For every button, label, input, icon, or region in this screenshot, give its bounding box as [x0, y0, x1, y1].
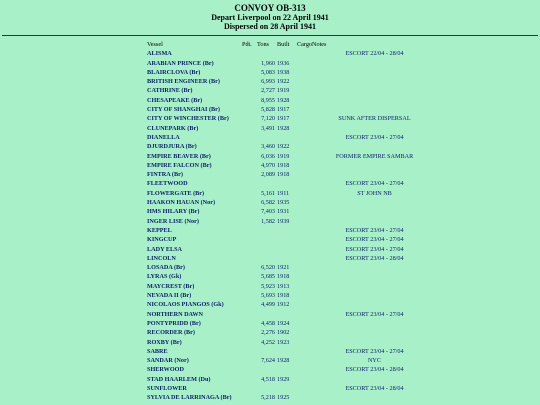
vessel-cell: CITY OF WINCHESTER (Br) — [147, 115, 229, 123]
built-cell: 1924 — [277, 319, 290, 327]
notes-cell — [312, 59, 437, 68]
tons-cell: 8,955 — [261, 96, 275, 104]
cargo-cell — [297, 152, 312, 161]
pdt-cell — [242, 338, 257, 347]
table-row — [147, 393, 437, 402]
pdt-cell — [242, 152, 257, 161]
table-row — [147, 365, 437, 374]
tons-cell — [257, 347, 277, 356]
cargo-cell — [297, 300, 312, 309]
tons-cell: 5,693 — [261, 292, 275, 300]
vessel-cell: NORTHERN DAWN — [147, 310, 203, 318]
pdt-cell — [242, 189, 257, 198]
cargo-cell — [297, 393, 312, 402]
table-row — [147, 338, 437, 347]
built-cell — [277, 384, 297, 393]
cargo-cell — [297, 179, 312, 188]
notes-cell — [312, 272, 437, 281]
table-row — [147, 300, 437, 309]
vessel-cell: INGER LISE (Nor) — [147, 217, 199, 225]
col-vessel: Vessel — [147, 41, 163, 48]
col-notes: Notes — [312, 41, 327, 48]
table-row — [147, 207, 437, 216]
vessel-cell: LINCOLN — [147, 254, 176, 262]
pdt-cell — [242, 347, 257, 356]
tons-cell: 5,083 — [261, 68, 275, 76]
notes-cell — [312, 375, 437, 384]
built-cell: 1931 — [277, 208, 290, 216]
pdt-cell — [242, 59, 257, 68]
notes-cell: FORMER EMPIRE SAMBAR — [335, 152, 414, 160]
convoy-title: CONVOY OB-313 — [234, 3, 306, 13]
built-cell: 1923 — [277, 338, 290, 346]
tons-cell: 6,582 — [261, 199, 275, 207]
pdt-cell — [242, 310, 257, 319]
pdt-cell — [242, 300, 257, 309]
vessel-cell: EMPIRE FALCON (Br) — [147, 161, 212, 169]
table-row — [147, 133, 437, 142]
cargo-cell — [297, 365, 312, 374]
tons-cell: 5,828 — [261, 106, 275, 114]
cargo-cell — [297, 272, 312, 281]
tons-cell — [257, 245, 277, 254]
vessel-cell: ARABIAN PRINCE (Br) — [147, 59, 214, 67]
built-cell — [277, 245, 297, 254]
vessel-cell: ALISMA — [147, 50, 172, 58]
built-cell — [277, 179, 297, 188]
vessel-cell: MAYCREST (Br) — [147, 282, 195, 290]
pdt-cell — [242, 375, 257, 384]
built-cell: 1925 — [277, 394, 290, 402]
built-cell: 1935 — [277, 199, 290, 207]
pdt-cell — [242, 282, 257, 291]
built-cell — [277, 235, 297, 244]
table-row — [147, 189, 437, 198]
cargo-cell — [297, 133, 312, 142]
built-cell — [277, 310, 297, 319]
tons-cell: 6,036 — [261, 152, 275, 160]
notes-cell — [312, 319, 437, 328]
pdt-cell — [242, 245, 257, 254]
tons-cell: 1,582 — [261, 217, 275, 225]
vessel-cell: SYLVIA DE LARRINAGA (Br) — [147, 394, 232, 402]
table-row — [147, 291, 437, 300]
tons-cell: 4,970 — [261, 161, 275, 169]
vessel-cell: FLOWERGATE (Br) — [147, 189, 205, 197]
table-row — [147, 142, 437, 151]
pdt-cell — [242, 291, 257, 300]
cargo-cell — [297, 189, 312, 198]
pdt-cell — [242, 68, 257, 77]
pdt-cell — [242, 96, 257, 105]
tons-cell: 4,518 — [261, 375, 275, 383]
notes-cell — [312, 77, 437, 86]
table-row — [147, 170, 437, 179]
vessel-cell: FLEETWOOD — [147, 180, 188, 188]
built-cell: 1902 — [277, 329, 290, 337]
notes-cell — [312, 68, 437, 77]
vessel-cell: LADY ELSA — [147, 245, 183, 253]
pdt-cell — [242, 263, 257, 272]
table-row — [147, 59, 437, 68]
cargo-cell — [297, 124, 312, 133]
cargo-cell — [297, 161, 312, 170]
tons-cell — [257, 365, 277, 374]
notes-cell: NYC — [367, 357, 382, 365]
built-cell — [277, 365, 297, 374]
cargo-cell — [297, 68, 312, 77]
notes-cell: ESCORT 23/04 - 27/04 — [345, 245, 404, 253]
pdt-cell — [242, 49, 257, 58]
vessel-cell: BRITISH ENGINEER (Br) — [147, 78, 220, 86]
built-cell: 1928 — [277, 357, 290, 365]
tons-cell — [257, 254, 277, 263]
vessel-cell: CLUNEPARK (Br) — [147, 124, 199, 132]
tons-cell — [257, 235, 277, 244]
tons-cell: 4,499 — [261, 301, 275, 309]
tons-cell: 6,993 — [261, 78, 275, 86]
built-cell: 1918 — [277, 273, 290, 281]
col-tons: Tons — [257, 41, 269, 48]
vessel-cell: LYRAS (Gk) — [147, 273, 182, 281]
pdt-cell — [242, 207, 257, 216]
notes-cell: ESCORT 23/04 - 28/04 — [345, 254, 404, 262]
vessel-cell: FINTRA (Br) — [147, 171, 183, 179]
built-cell: 1917 — [277, 115, 290, 123]
vessel-cell: EMPIRE BEAVER (Br) — [147, 152, 211, 160]
notes-cell — [312, 86, 437, 95]
cargo-cell — [297, 319, 312, 328]
cargo-cell — [297, 263, 312, 272]
vessel-cell: SABRE — [147, 347, 168, 355]
notes-cell — [312, 300, 437, 309]
built-cell: 1917 — [277, 106, 290, 114]
col-built: Built — [277, 41, 290, 48]
pdt-cell — [242, 114, 257, 123]
table-row — [147, 77, 437, 86]
built-cell: 1939 — [277, 217, 290, 225]
table-row — [147, 198, 437, 207]
cargo-cell — [297, 347, 312, 356]
cargo-cell — [297, 310, 312, 319]
tons-cell — [257, 133, 277, 142]
notes-cell — [312, 328, 437, 337]
vessel-cell: KINGCUP — [147, 236, 177, 244]
vessel-cell: DIANELLA — [147, 133, 180, 141]
pdt-cell — [242, 328, 257, 337]
vessel-cell: KEPPEL — [147, 226, 172, 234]
cargo-cell — [297, 328, 312, 337]
built-cell: 1911 — [277, 189, 290, 197]
notes-cell — [312, 124, 437, 133]
notes-cell: ESCORT 23/04 - 28/04 — [345, 384, 404, 392]
table-row — [147, 152, 437, 161]
vessel-cell: CHESAPEAKE (Br) — [147, 96, 203, 104]
notes-cell — [312, 393, 437, 402]
pdt-cell — [242, 124, 257, 133]
built-cell — [277, 133, 297, 142]
table-row — [147, 263, 437, 272]
notes-cell: ESCORT 23/04 - 27/04 — [345, 310, 404, 318]
col-pdt: Pdt. — [242, 41, 252, 48]
pdt-cell — [242, 161, 257, 170]
notes-cell — [312, 96, 437, 105]
vessel-cell: SUNFLOWER — [147, 384, 187, 392]
built-cell: 1929 — [277, 375, 290, 383]
tons-cell — [257, 384, 277, 393]
cargo-cell — [297, 170, 312, 179]
notes-cell: ESCORT 23/04 - 27/04 — [345, 347, 404, 355]
notes-cell — [312, 161, 437, 170]
built-cell: 1921 — [277, 264, 290, 272]
built-cell: 1918 — [277, 171, 290, 179]
pdt-cell — [242, 179, 257, 188]
tons-cell: 2,727 — [261, 87, 275, 95]
table-row — [147, 217, 437, 226]
built-cell: 1919 — [277, 87, 290, 95]
notes-cell — [312, 170, 437, 179]
built-cell — [277, 49, 297, 58]
table-row — [147, 310, 437, 319]
pdt-cell — [242, 235, 257, 244]
tons-cell: 2,089 — [261, 171, 275, 179]
built-cell: 1918 — [277, 161, 290, 169]
cargo-cell — [297, 114, 312, 123]
table-header-row — [147, 40, 437, 49]
pdt-cell — [242, 142, 257, 151]
table-row — [147, 356, 437, 365]
dispersed-line: Dispersed on 28 April 1941 — [223, 22, 316, 31]
pdt-cell — [242, 319, 257, 328]
vessel-cell: PONTYPRIDD (Br) — [147, 319, 201, 327]
built-cell — [277, 254, 297, 263]
built-cell: 1912 — [277, 301, 290, 309]
vessel-cell: ROXBY (Br) — [147, 338, 182, 346]
table-row — [147, 384, 437, 393]
vessel-cell: RECORDER (Br) — [147, 329, 195, 337]
vessel-cell: SANDAR (Nor) — [147, 357, 189, 365]
cargo-cell — [297, 142, 312, 151]
table-row — [147, 226, 437, 235]
vessel-cell: LOSADA (Br) — [147, 264, 185, 272]
built-cell — [277, 226, 297, 235]
table-row — [147, 179, 437, 188]
table-row — [147, 105, 437, 114]
notes-cell — [312, 282, 437, 291]
tons-cell: 4,458 — [261, 319, 275, 327]
notes-cell — [312, 142, 437, 151]
cargo-cell — [297, 338, 312, 347]
cargo-cell — [297, 49, 312, 58]
pdt-cell — [242, 133, 257, 142]
tons-cell: 5,923 — [261, 282, 275, 290]
cargo-cell — [297, 254, 312, 263]
pdt-cell — [242, 86, 257, 95]
tons-cell: 7,624 — [261, 357, 275, 365]
pdt-cell — [242, 356, 257, 365]
tons-cell: 4,252 — [261, 338, 275, 346]
built-cell: 1928 — [277, 124, 290, 132]
table-row — [147, 254, 437, 263]
built-cell — [277, 347, 297, 356]
notes-cell — [312, 217, 437, 226]
depart-line: Depart Liverpool on 22 April 1941 — [211, 13, 329, 22]
tons-cell: 2,276 — [261, 329, 275, 337]
cargo-cell — [297, 226, 312, 235]
table-row — [147, 49, 437, 58]
cargo-cell — [297, 105, 312, 114]
notes-cell: ST JOHN NB — [357, 189, 392, 197]
vessel-cell: CATHRINE (Br) — [147, 87, 193, 95]
built-cell: 1938 — [277, 68, 290, 76]
notes-cell — [312, 207, 437, 216]
notes-cell: ESCORT 23/04 - 28/04 — [345, 366, 404, 374]
table-row — [147, 124, 437, 133]
tons-cell — [257, 310, 277, 319]
vessel-cell: NICOLAOS PIANGOS (Gk) — [147, 301, 224, 309]
built-cell: 1922 — [277, 143, 290, 151]
pdt-cell — [242, 365, 257, 374]
table-row — [147, 272, 437, 281]
notes-cell: ESCORT 23/04 - 27/04 — [345, 236, 404, 244]
built-cell: 1913 — [277, 282, 290, 290]
built-cell: 1919 — [277, 152, 290, 160]
header-divider — [2, 35, 538, 36]
vessel-cell: HMS HILARY (Br) — [147, 208, 200, 216]
pdt-cell — [242, 254, 257, 263]
table-row — [147, 319, 437, 328]
pdt-cell — [242, 198, 257, 207]
cargo-cell — [297, 86, 312, 95]
pdt-cell — [242, 105, 257, 114]
notes-cell: SUNK AFTER DISPERSAL — [338, 115, 411, 123]
cargo-cell — [297, 356, 312, 365]
cargo-cell — [297, 96, 312, 105]
table-row — [147, 86, 437, 95]
vessel-cell: STAD HAARLEM (Du) — [147, 375, 211, 383]
table-row — [147, 245, 437, 254]
cargo-cell — [297, 207, 312, 216]
table-row — [147, 375, 437, 384]
tons-cell: 5,685 — [261, 273, 275, 281]
vessel-cell: SHERWOOD — [147, 366, 184, 374]
built-cell: 1918 — [277, 292, 290, 300]
cargo-cell — [297, 217, 312, 226]
notes-cell: ESCORT 23/04 - 27/04 — [345, 133, 404, 141]
tons-cell: 3,491 — [261, 124, 275, 132]
pdt-cell — [242, 272, 257, 281]
notes-cell: ESCORT 22/04 - 28/04 — [345, 50, 404, 58]
notes-cell: ESCORT 23/04 - 27/04 — [345, 180, 404, 188]
built-cell: 1936 — [277, 59, 290, 67]
cargo-cell — [297, 245, 312, 254]
pdt-cell — [242, 217, 257, 226]
pdt-cell — [242, 77, 257, 86]
convoy-table — [147, 40, 437, 403]
table-row — [147, 347, 437, 356]
table-row — [147, 161, 437, 170]
table-row — [147, 96, 437, 105]
tons-cell: 5,161 — [261, 189, 275, 197]
vessel-cell: DJURDJURA (Br) — [147, 143, 197, 151]
convoy-header — [0, 0, 540, 31]
notes-cell: ESCORT 23/04 - 27/04 — [345, 226, 404, 234]
cargo-cell — [297, 384, 312, 393]
tons-cell — [257, 49, 277, 58]
vessel-cell: BLAIRCLOVA (Br) — [147, 68, 201, 76]
tons-cell: 7,403 — [261, 208, 275, 216]
vessel-cell: CITY OF SHANGHAI (Br) — [147, 106, 220, 114]
tons-cell: 1,960 — [261, 59, 275, 67]
cargo-cell — [297, 198, 312, 207]
tons-cell — [257, 226, 277, 235]
cargo-cell — [297, 235, 312, 244]
pdt-cell — [242, 384, 257, 393]
table-row — [147, 235, 437, 244]
built-cell: 1928 — [277, 96, 290, 104]
vessel-cell: NEVADA II (Br) — [147, 292, 192, 300]
pdt-cell — [242, 393, 257, 402]
cargo-cell — [297, 291, 312, 300]
tons-cell: 3,460 — [261, 143, 275, 151]
table-row — [147, 282, 437, 291]
notes-cell — [312, 338, 437, 347]
built-cell: 1922 — [277, 78, 290, 86]
pdt-cell — [242, 170, 257, 179]
vessel-cell: HAAKON HAUAN (Nor) — [147, 199, 216, 207]
table-row — [147, 68, 437, 77]
cargo-cell — [297, 59, 312, 68]
table-row — [147, 114, 437, 123]
notes-cell — [312, 198, 437, 207]
pdt-cell — [242, 226, 257, 235]
notes-cell — [312, 105, 437, 114]
cargo-cell — [297, 375, 312, 384]
tons-cell — [257, 179, 277, 188]
tons-cell: 5,218 — [261, 394, 275, 402]
table-row — [147, 328, 437, 337]
notes-cell — [312, 291, 437, 300]
col-cargo: Cargo — [297, 41, 313, 48]
tons-cell: 7,120 — [261, 115, 275, 123]
cargo-cell — [297, 77, 312, 86]
tons-cell: 6,520 — [261, 264, 275, 272]
notes-cell — [312, 263, 437, 272]
cargo-cell — [297, 282, 312, 291]
